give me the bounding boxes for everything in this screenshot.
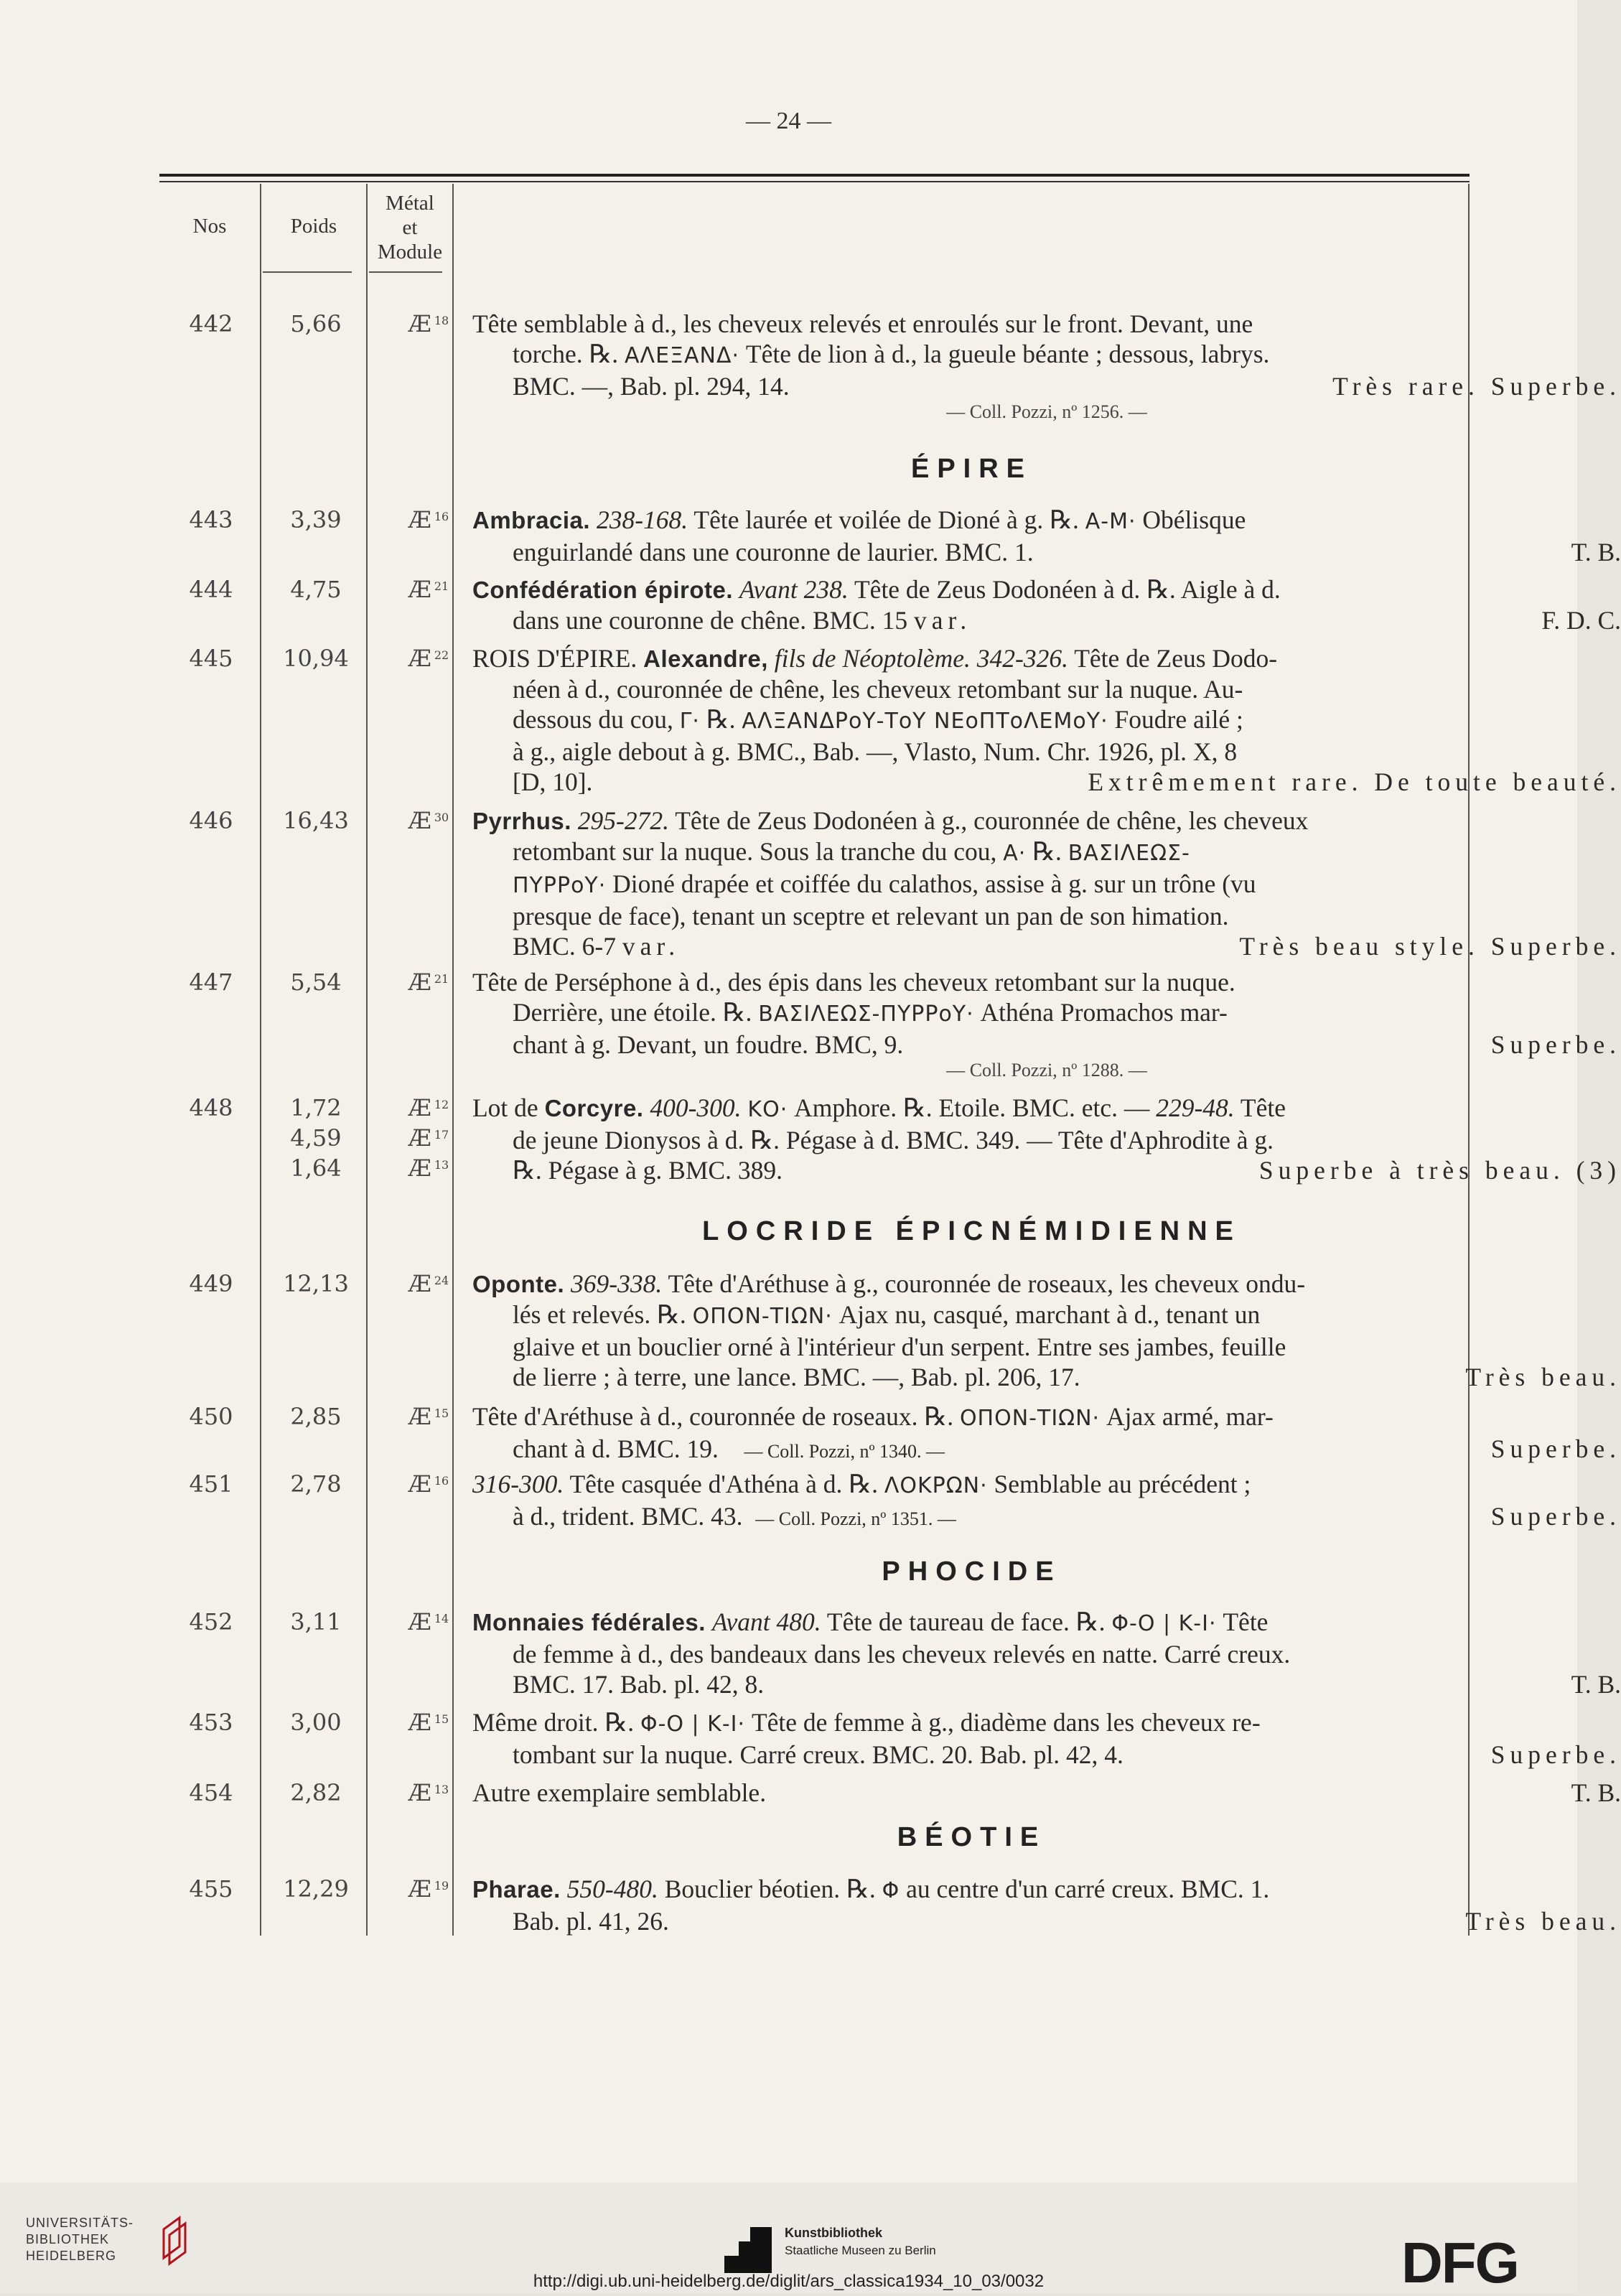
col-divider [452,184,454,1936]
header-metal: Métal et Module [377,192,443,264]
section-phocide: PHOCIDE [882,1557,1062,1587]
top-rule-thin [159,181,1470,182]
header-nos: Nos [192,215,227,238]
dfg-logo: DFG [1401,2231,1518,2295]
university-logo-icon [158,2215,190,2267]
header-underline [263,271,352,273]
header-poids: Poids [290,215,337,238]
top-rule [159,174,1470,177]
catalogue-page: — 24 — Nos Poids Métal et Module 442 5,66 Æ $^{18}$ Tête semblable à d., les cheveux relevés et enroulés sur le front. Devant, une torche. ℞. ΑΛΕΞΑΝΔ· Tête de lion à d., la gueule béante ; dessous, labrys. BMC. —, Bab. pl. 294, 14. Très rare. Superbe. — Coll. Pozzi, nº 1256. — ÉPIRE 443 3,39 Æ $^{16}$ Ambracia. 238-168. Tête laurée et voilée de Dioné à g. ℞. Α-Μ· Obélisque enguirlandé dans une couronne de laurier. BMC. 1. T. B. 444 4,75 Æ $^{21}$ Confédération épirote. Avant 238. Tête de Zeus Dodonéen à d. ℞. Aigle à d. dans une couronne de chêne. BMC. 15 var. F. D. C. 445 10,94 Æ $^{22}$ ROIS D'ÉPIRE. Alexandre, fils de Néoptolème. 342-326. Tête de Zeus Dodo- néen à d., couronnée de chêne, les cheveux retombant sur la nuque. Au- dessous du cou, Γ· ℞. ΑΛΞΑΝΔΡοΥ-ΤοΥ ΝΕοΠΤοΛΕΜοΥ· Foudre ailé ; à g., aigle debout à g. BMC., Bab. —, Vlasto, Num. Chr. 1926, pl. X, 8 [D, 10]. Extrêmement rare. De toute beauté. 446 16,43 Æ $^{30}$ Pyrrhus. 295-272. Tête de Zeus Dodonéen à g., couronnée de chêne, les cheveux retombant sur la nuque. Sous la tranche du cou, Α· ℞. ΒΑΣΙΛΕΩΣ- ΠΥΡΡοΥ· Dioné drapée et coiffée du calathos, assise à g. sur un trône (vu presque de face), tenant un sceptre et relevant un pan de son himation. BMC. 6-7 var. Très beau style. Superbe. 447 5,54 Æ $^{21}$ Tête de Perséphone à d., des épis dans les cheveux retombant sur la nuque. Derrière, une étoile. ℞. ΒΑΣΙΛΕΩΣ-ΠΥΡΡοΥ· Athéna Promachos mar- chant à g. Devant, un foudre. BMC, 9. Superbe. — Coll. Pozzi, nº 1288. — 448 1,72 4,59 1,64 Æ $^{12}$ Æ $^{17}$ Æ $^{13}$ Lot de Corcyre. 400-300. ΚΟ· Amphore. ℞. Etoile. BMC. etc. — 229-48. Tête de jeune Dionysos à d. ℞. Pégase à d. BMC. 349. — Tête d'Aphrodite à g. ℞. Pégase à g. BMC. 389. Superbe à très beau. (3) LOCRIDE ÉPICNÉMIDIENNE 449 12,13 Æ $^{24}$ Oponte. 369-338. Tête d'Aréthuse à g., couronnée de roseaux, les cheveux ondu- lés et relevés. ℞. ΟΠΟΝ-ΤΙΩΝ· Ajax nu, casqué, marchant à d., tenant un glaive et un bouclier orné à l'intérieur d'un serpent. Entre ses jambes, feuille de lierre ; à terre, une lance. BMC. —, Bab. pl. 206, 17. Très beau. 450 2,85 Æ $^{15}$ Tête d'Aréthuse à d., couronnée de roseaux. ℞. ΟΠΟΝ-ΤΙΩΝ· Ajax armé, mar- chant à d. BMC. 19. — Coll. Pozzi, nº 1340. — Superbe. 451 2,78 Æ $^{16}$ 316-300. Tête casquée d'Athéna à d. ℞. ΛΟΚΡΩΝ· Semblable au précédent ; à d., trident. BMC. 43. — Coll. Pozzi, nº 1351. — Superbe. PHOCIDE 452 3,11 Æ $^{14}$ Monnaies fédérales. Avant 480. Tête de taureau de face. ℞. Φ-Ο | Κ-Ι· Tête de femme à d., des bandeaux dans les cheveux relevés en natte. Carré creux. BMC. 17. Bab. pl. 42, 8. T. B. 453 3,00 Æ $^{15}$ Même droit. ℞. Φ-Ο | Κ-Ι· Tête de femme à g., diadème dans les cheveux re- tombant sur la nuque. Carré creux. BMC. 20. Bab. pl. 42, 4. Superbe. 454 2,82 Æ $^{13}$ Autre exemplaire semblable. T. B. BÉOTIE 455 12,29 Æ $^{19}$ Pharae. 550-480. Bouclier béotien. ℞. Φ au centre d'un carré creux. BMC. 1. Bab. pl. 41, 26. Très beau. [0,0,1577,2183]
university-library-label: UNIVERSITÄTS- BIBLIOTHEK HEIDELBERG [26,2216,134,2263]
footer-bar [0,2183,1577,2293]
section-beotie: BÉOTIE [897,1822,1047,1852]
kunstbibliothek-logo-icon [721,2227,772,2273]
col-divider [366,184,368,1936]
source-url[interactable]: http://digi.ub.uni-heidelberg.de/diglit/ars_classica1934_10_03/0032 [533,2272,1045,2291]
header-underline [369,271,442,273]
col-divider [260,184,261,1936]
section-epire: ÉPIRE [910,454,1033,484]
section-locride: LOCRIDE ÉPICNÉMIDIENNE [702,1216,1241,1246]
kunstbibliothek-label: Kunstbibliothek Staatliche Museen zu Berlin [785,2226,936,2257]
page-number: — 24 — [746,108,831,134]
